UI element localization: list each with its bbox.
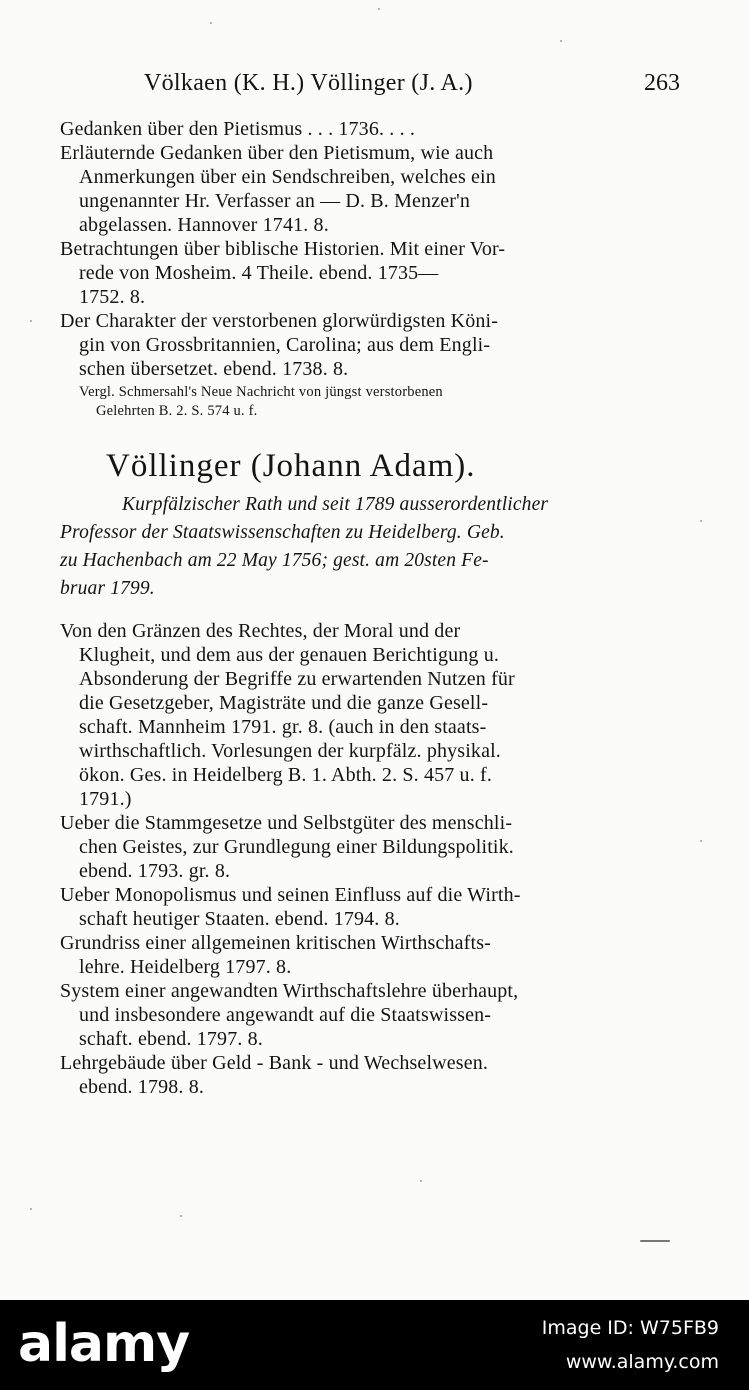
bio-line: bruar 1799.	[60, 578, 155, 599]
reference-note-line: Vergl. Schmersahl's Neue Nachricht von jüngst verstorbenen	[79, 384, 443, 400]
entry-line: 1791.)	[79, 788, 132, 810]
entry-line: die Gesetzgeber, Magisträte und die ganze Gesell-	[79, 692, 489, 714]
entry-line: Betrachtungen über biblische Historien. Mit einer Vor-	[60, 238, 506, 260]
stock-footer-bar	[0, 1300, 749, 1390]
bio-line: zu Hachenbach am 22 May 1756; gest. am 20sten Fe-	[60, 550, 489, 571]
bio-line: Professor der Staatswissenschaften zu Heidelberg. Geb.	[60, 522, 505, 543]
running-title: Völkaen (K. H.) Völlinger (J. A.)	[144, 70, 473, 96]
entry-line: Gedanken über den Pietismus . . . 1736. . . .	[60, 118, 416, 140]
page-number: 263	[644, 70, 680, 96]
entry-line: Ueber Monopolismus und seinen Einfluss auf die Wirth-	[60, 884, 521, 906]
entry-line: Klugheit, und dem aus der genauen Berichtigung u.	[79, 644, 500, 666]
entry-line: chen Geistes, zur Grundlegung einer Bildungspolitik.	[79, 836, 514, 858]
entry-line: Erläuternde Gedanken über den Pietismum, wie auch	[60, 142, 494, 164]
site-url: www.alamy.com	[565, 1351, 719, 1373]
entry-line: Von den Gränzen des Rechtes, der Moral und der	[60, 620, 461, 642]
entry-line: lehre. Heidelberg 1797. 8.	[79, 956, 292, 978]
entry-line: ebend. 1798. 8.	[79, 1076, 205, 1098]
entry-line: 1752. 8.	[79, 286, 146, 308]
entry-line: schaft. ebend. 1797. 8.	[79, 1028, 263, 1050]
entry-line: Lehrgebäude über Geld - Bank - und Wechselwesen.	[60, 1052, 489, 1074]
image-id-label: Image ID: W75FB9	[541, 1317, 719, 1339]
entry-line: wirthschaftlich. Vorlesungen der kurpfälz. physikal.	[79, 740, 501, 762]
entry-line: Absonderung der Begriffe zu erwartenden Nutzen für	[79, 668, 515, 690]
entry-line: Anmerkungen über ein Sendschreiben, welches ein	[79, 166, 496, 188]
entry-line: und insbesondere angewandt auf die Staatswissen-	[79, 1004, 492, 1026]
alamy-logo: alamy	[18, 1314, 190, 1374]
running-header	[60, 66, 680, 100]
reference-note-line: Gelehrten B. 2. S. 574 u. f.	[96, 403, 258, 419]
entry-line: gin von Grossbritannien, Carolina; aus dem Engli-	[79, 334, 491, 356]
entry-line: ungenannter Hr. Verfasser an — D. B. Menzer'n	[79, 190, 470, 212]
entry-line: Der Charakter der verstorbenen glorwürdigsten Köni-	[60, 310, 499, 332]
entry-line: Grundriss einer allgemeinen kritischen Wirthschafts-	[60, 932, 491, 954]
entry-line: schaft. Mannheim 1791. gr. 8. (auch in den staats-	[79, 716, 487, 738]
entry-line: schen übersetzet. ebend. 1738. 8.	[79, 358, 349, 380]
entry-line: Ueber die Stammgesetze und Selbstgüter des menschli-	[60, 812, 513, 834]
entry-line: rede von Mosheim. 4 Theile. ebend. 1735—	[79, 262, 439, 284]
author-heading: Völlinger (Johann Adam).	[106, 448, 476, 484]
bio-line: Kurpfälzischer Rath und seit 1789 ausserordentlicher	[122, 494, 549, 515]
entry-line: ebend. 1793. gr. 8.	[79, 860, 231, 882]
entry-line: ökon. Ges. in Heidelberg B. 1. Abth. 2. S. 457 u. f.	[79, 764, 492, 786]
entry-line: System einer angewandten Wirthschaftslehre überhaupt,	[60, 980, 519, 1002]
entry-line: schaft heutiger Staaten. ebend. 1794. 8.	[79, 908, 400, 930]
entry-line: abgelassen. Hannover 1741. 8.	[79, 214, 329, 236]
